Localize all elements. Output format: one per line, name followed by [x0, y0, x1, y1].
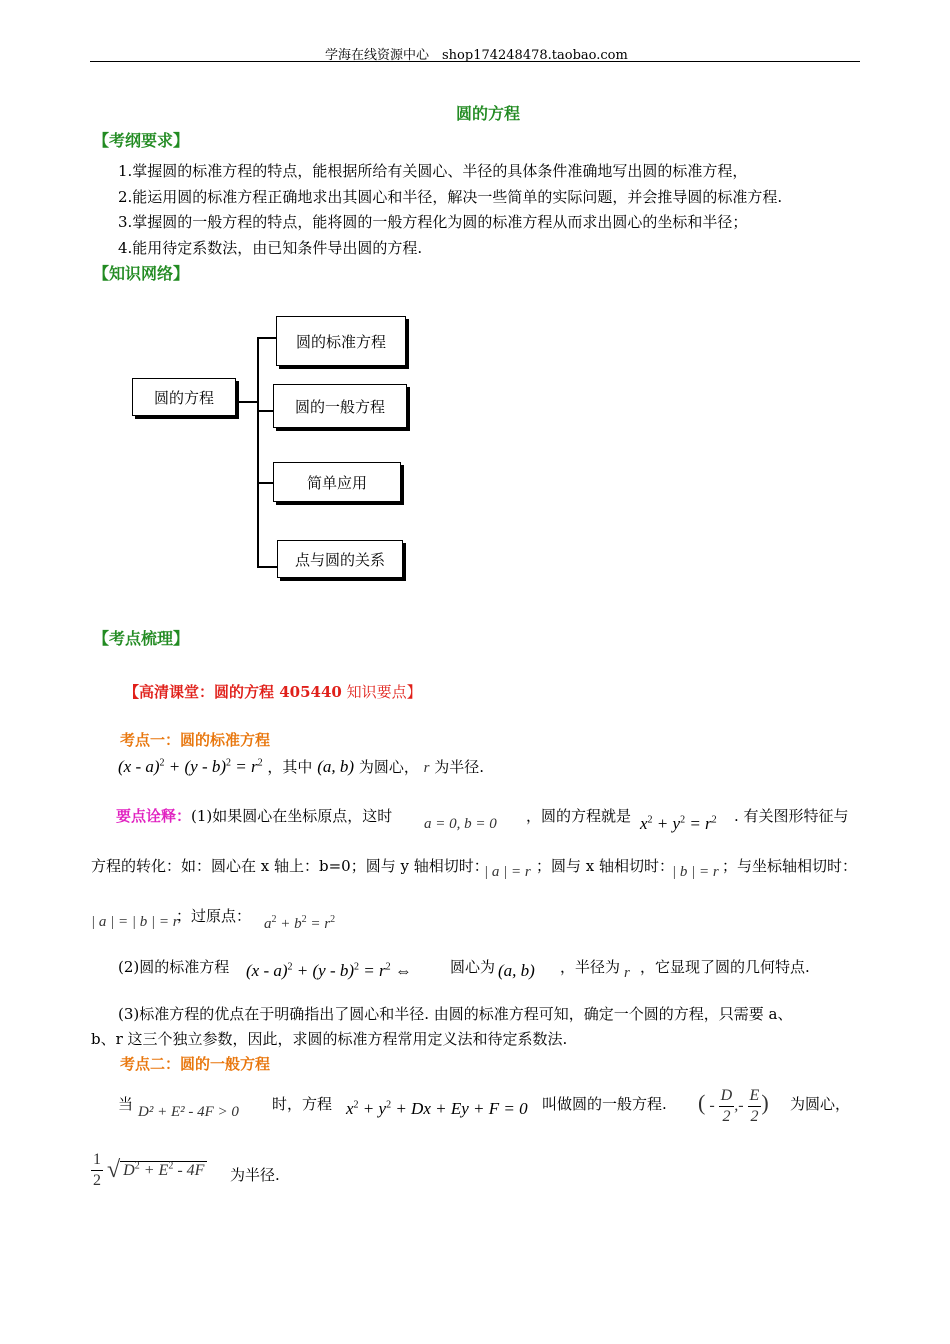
notes-text: . 有关图形特征与 [734, 807, 849, 825]
requirement-item: 4.能用待定系数法，由已知条件导出圆的方程. [118, 239, 423, 257]
notes-text: ，圆的方程就是 [526, 807, 632, 825]
classroom-link [124, 681, 422, 702]
point1-equation-line [118, 756, 484, 777]
notes-text: (1)如果圆心在坐标原点，这时 [191, 807, 393, 825]
notes-text: 叫做圆的一般方程. [542, 1095, 667, 1113]
point1-heading: 考点一：圆的标准方程 [120, 731, 271, 749]
point2-heading: 考点二：圆的一般方程 [120, 1055, 271, 1073]
requirement-item: 1.掌握圆的标准方程的特点，能根据所给有关圆心、半径的具体条件准确地写出圆的标准方程， [118, 162, 748, 180]
diagram-branch [257, 337, 278, 339]
diagram-branch [257, 482, 274, 484]
general-radius: $\frac{1}{2}$ √ $D^2 + E^2 - 4F$ [91, 1150, 207, 1191]
notes-text: 时，方程 [272, 1095, 333, 1113]
section-network: 【知识网络】 [93, 264, 190, 283]
notes-label: 要点诠释： [116, 807, 192, 825]
notes-text: (2)圆的标准方程 [118, 958, 230, 976]
point1-text: ，其中 [267, 758, 313, 776]
requirement-item: 2.能运用圆的标准方程正确地求出其圆心和半径，解决一些简单的实际问题，并会推导圆的标准方程. [118, 188, 783, 206]
classroom-prefix: 【高清课堂：圆的方程 405440 [124, 683, 342, 701]
notes-text: b、r 这三个独立参数，因此，求圆的标准方程常用定义法和待定系数法. [91, 1030, 568, 1048]
diagram-branch [257, 566, 278, 568]
point1-text: 为半径. [434, 758, 485, 776]
notes-text: 为半径. [230, 1166, 280, 1184]
notes-text: (3)标准方程的优点在于明确指出了圆心和半径. 由圆的标准方程可知，确定一个圆的方程，只需要 a、 [118, 1005, 793, 1023]
page-header: 学海在线资源中心 shop174248478.taobao.com [325, 48, 628, 63]
radius-symbol: r [423, 760, 430, 776]
diagram-node-general: 圆的一般方程 [273, 384, 407, 428]
header-rule [90, 61, 860, 62]
origin-condition: a = 0, b = 0 [424, 816, 497, 832]
classroom-suffix: 知识要点】 [346, 683, 422, 701]
notes-text: ；圆与 x 轴相切时： [536, 857, 674, 875]
notes-line1 [116, 805, 392, 826]
general-equation: $x^2 + y^2 + Dx + Ey + F = 0$ [346, 1099, 528, 1118]
general-center: ( - $\frac{D}{2}$ ,- $\frac{E}{2}$ ) [698, 1087, 769, 1125]
section-keypoints: 【考点梳理】 [93, 629, 190, 648]
diagram-node-standard: 圆的标准方程 [276, 316, 406, 366]
through-origin-condition: $a^2 + b^2 = r^2$ [264, 914, 336, 932]
notes-text: 方程的转化：如：圆心在 x 轴上：b=0；圆与 y 轴相切时： [91, 857, 489, 875]
center-coordinates: (a, b) [317, 757, 355, 776]
tangent-x-condition: | b | = r [672, 864, 719, 880]
notes-text: 当 [118, 1095, 134, 1113]
notes-text: ，它显现了圆的几何特点. [640, 958, 810, 976]
diagram-root-box: 圆的方程 [132, 378, 236, 416]
diagram-branch [257, 410, 274, 412]
origin-circle-equation: $x^2 + y^2 = r^2$ [640, 814, 717, 833]
page-title: 圆的方程 [456, 104, 521, 123]
section-requirements: 【考纲要求】 [93, 131, 190, 150]
notes-text: 圆心为 [450, 958, 496, 976]
notes-text: ；与坐标轴相切时： [722, 857, 858, 875]
standard-equation-equivalence: $(x - a)^2 + (y - b)^2 = r^2$ ⇔ [246, 961, 412, 980]
diagram-node-point-circle: 点与圆的关系 [277, 540, 403, 578]
center-coordinates-2: (a, b) [498, 961, 535, 980]
point1-text: 为圆心， [358, 758, 419, 776]
general-condition: D² + E² - 4F > 0 [138, 1104, 239, 1120]
diagram-trunk [257, 337, 259, 567]
notes-text: ；过原点： [176, 907, 252, 925]
tangent-axes-condition: | a | = | b | = r [91, 914, 179, 930]
radius-symbol: r [624, 965, 630, 981]
requirement-item: 3.掌握圆的一般方程的特点，能将圆的一般方程化为圆的标准方程从而求出圆心的坐标和半径； [118, 213, 748, 231]
diagram-node-application: 简单应用 [273, 462, 401, 502]
standard-equation: $(x - a)^2 + (y - b)^2 = r^2$ [118, 757, 263, 776]
diagram-connector [236, 401, 258, 403]
notes-text: 为圆心， [790, 1095, 851, 1113]
tangent-y-condition: | a | = r [484, 864, 531, 880]
notes-text: ，半径为 [560, 958, 621, 976]
